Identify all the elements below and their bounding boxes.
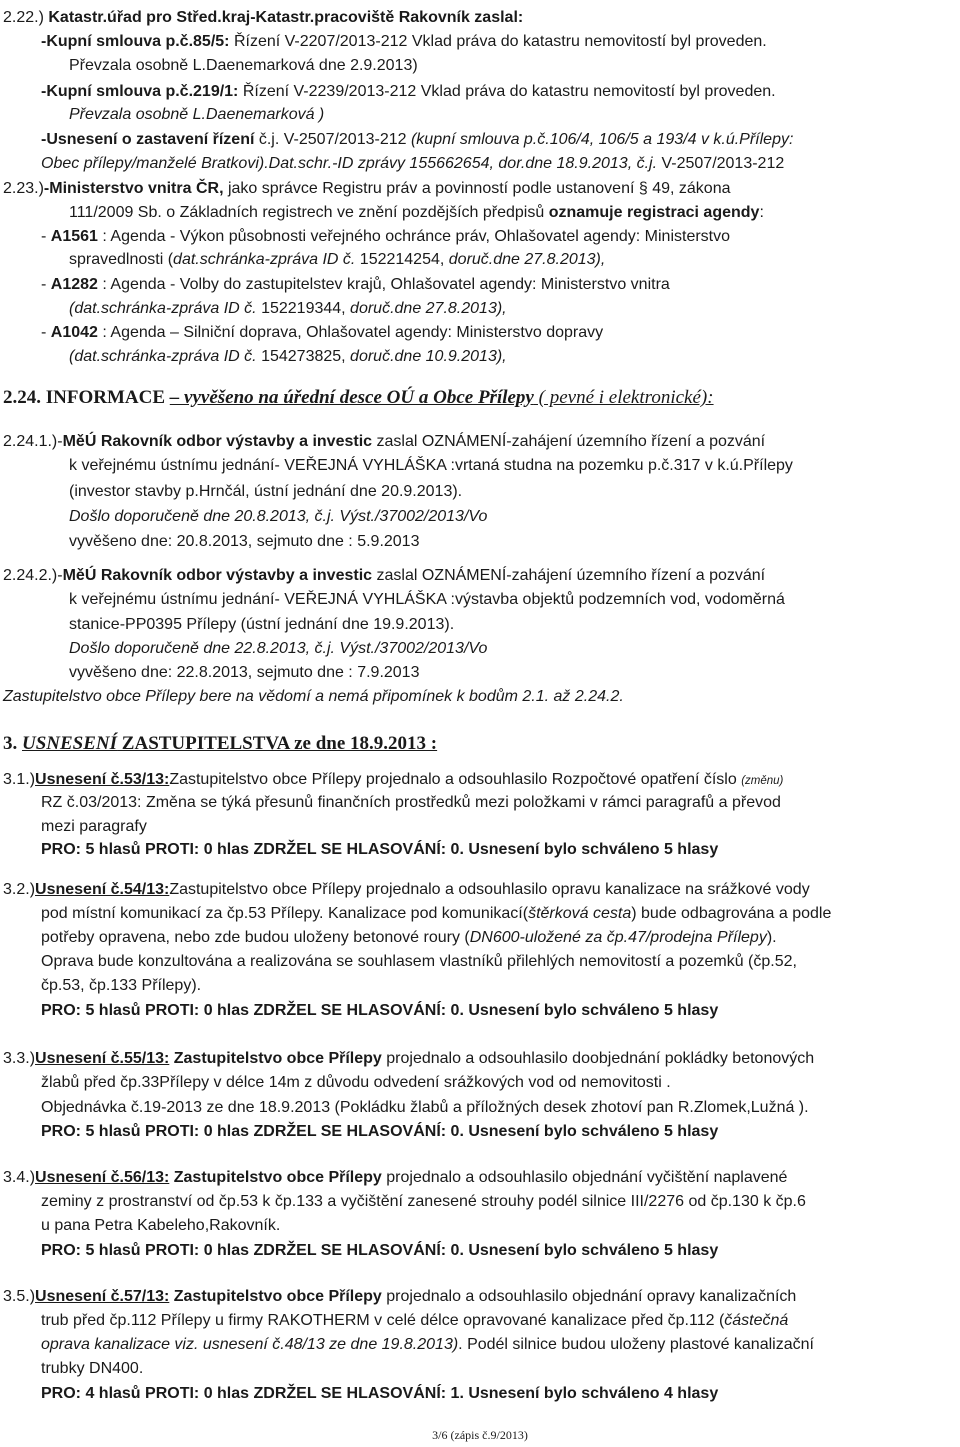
text-line	[69, 104, 324, 126]
text-line	[41, 792, 781, 814]
text-run: 2.24. INFORMACE	[3, 387, 170, 408]
text-run: Usnesení č.54/13:	[35, 881, 170, 898]
text-line	[3, 7, 523, 29]
text-run: USNESENÍ	[22, 733, 118, 754]
text-run: Zastupitelstvo obce Přílepy projednalo a odsouhlasilo Rozpočtové opatření číslo	[169, 771, 742, 788]
text-run: mezi paragrafy	[41, 818, 147, 835]
text-line	[41, 1215, 280, 1237]
text-run: částečná	[724, 1312, 789, 1329]
text-run: -	[41, 276, 51, 293]
text-run: Obec přílepy/manželé Bratkovi).Dat.schr.-ID zprávy 155662654, dor.dne 18.9.2013, č.j.	[41, 155, 658, 172]
text-line	[41, 1191, 806, 1213]
text-run: 3.1.)	[3, 771, 36, 788]
text-run: k veřejnému ústnímu jednání- VEŘEJNÁ VYHLÁŠKA :vrtaná studna na pozemku p.č.317 v k.ú.Přílepy	[69, 457, 793, 474]
text-run: – vyvěšeno na úřední desce OÚ a Obce Přílepy	[169, 387, 534, 408]
text-run: Řízení V-2239/2013-212 Vklad práva do katastru nemovitostí byl proveden.	[242, 83, 776, 100]
text-run: 2.23.)	[3, 180, 44, 197]
text-run: Usnesení č.56/13:	[35, 1169, 170, 1186]
text-run: . Podél silnice budou uloženy plastové kanalizační	[458, 1336, 814, 1353]
text-run: MěÚ Rakovník odbor výstavby a investic	[62, 433, 373, 450]
text-run: žlabů před čp.33Přílepy v délce 14m z důvodu odvedení srážkových vod od nemovitosti .	[41, 1074, 671, 1091]
text-line	[41, 1097, 809, 1119]
text-run: Zastupitelstvo obce Přílepy projednalo a odsouhlasilo opravu kanalizace na srážkové vody	[169, 881, 810, 898]
text-run: 3.5.)	[3, 1288, 36, 1305]
text-line	[41, 322, 603, 344]
text-line	[69, 506, 487, 528]
text-run: stanice-PP0395 Přílepy (ústní jednání dne 19.9.2013).	[69, 616, 455, 633]
text-run: 152219344,	[256, 300, 351, 317]
text-line	[41, 81, 776, 103]
text-line	[3, 1167, 787, 1189]
text-run: V-2507/2013-212	[657, 155, 785, 172]
page-footer: 3/6 (zápis č.9/2013)	[432, 1428, 528, 1442]
text-run: -Kupní smlouva p.č.85/5:	[41, 33, 234, 50]
text-line	[41, 951, 797, 973]
text-run: u pana Petra Kabeleho,Rakovník.	[41, 1217, 281, 1234]
text-line	[41, 1000, 718, 1022]
text-run: zaslal OZNÁMENÍ-zahájení územního řízení a pozvání	[372, 433, 766, 450]
text-line	[41, 1072, 671, 1094]
text-run: -	[41, 228, 51, 245]
text-line	[41, 1383, 718, 1405]
text-line	[69, 346, 507, 368]
text-run: štěrková cesta	[528, 905, 632, 922]
text-line	[41, 1334, 814, 1356]
text-line	[3, 431, 765, 453]
text-line	[69, 455, 793, 477]
text-run: Převzala osobně L.Daenemarková dne 2.9.2013)	[69, 57, 418, 74]
text-run: zaslal OZNÁMENÍ-zahájení územního řízení a pozvání	[372, 567, 766, 584]
text-run: zeminy z prostranství od čp.53 k čp.133 a vyčištění zanesené strouhy podél silnice III/2276 od čp.130 k čp.6	[41, 1193, 806, 1210]
text-run: vyvěšeno dne: 22.8.2013, sejmuto dne : 7.9.2013	[69, 664, 420, 681]
text-run: trubky DN400.	[41, 1360, 144, 1377]
text-line	[3, 686, 624, 708]
text-run: 154273825,	[256, 348, 351, 365]
text-line	[3, 1048, 814, 1070]
text-run: -Kupní smlouva p.č.219/1:	[41, 83, 243, 100]
text-run: Zastupitelstvo obce Přílepy	[169, 1169, 382, 1186]
text-line	[41, 975, 201, 997]
text-run: : Agenda - Výkon působnosti veřejného ochránce práv, Ohlašovatel agendy: Ministerstvo	[97, 228, 731, 245]
text-run: 111/2009 Sb. o Základních registrech ve znění pozdějších předpisů	[69, 204, 549, 221]
text-run: Řízení V-2207/2013-212 Vklad práva do katastru nemovitostí byl proveden.	[233, 33, 767, 50]
text-line	[41, 129, 793, 151]
text-run: RZ č.03/2013: Změna se týká přesunů finančních prostředků mezi položkami v rámci paragrafů a převod	[41, 794, 781, 811]
text-line	[41, 153, 784, 175]
text-run: (dat.schránka-zpráva ID č.	[69, 348, 257, 365]
text-run: Usnesení č.53/13:	[35, 771, 170, 788]
text-run: -Usnesení o zastavení řízení	[41, 131, 259, 148]
text-line	[3, 733, 437, 756]
text-run: :	[759, 204, 764, 221]
text-run: (změnu)	[741, 775, 784, 787]
text-line	[41, 816, 147, 838]
text-run: Usnesení č.57/13:	[35, 1288, 170, 1305]
text-run: 3.4.)	[3, 1169, 36, 1186]
text-run: -	[41, 324, 51, 341]
text-line	[41, 1358, 143, 1380]
text-run: projednalo a odsouhlasilo objednání vyčištění naplavené	[381, 1169, 788, 1186]
text-line	[41, 1121, 718, 1143]
text-run: ).	[766, 929, 777, 946]
text-line	[69, 662, 419, 684]
text-run: Převzala osobně	[69, 106, 193, 123]
text-line	[69, 481, 462, 503]
text-line	[41, 903, 831, 925]
text-run: projednalo a odsouhlasilo doobjednání pokládky betonových	[381, 1050, 815, 1067]
text-run: Usnesení č.55/13:	[35, 1050, 170, 1067]
text-line	[41, 274, 670, 296]
text-run: projednalo a odsouhlasilo objednání opravy kanalizačních	[381, 1288, 797, 1305]
text-run: ( pevné i elektronické):	[533, 387, 714, 408]
text-run: Došlo doporučeně dne 22.8.2013, č.j. Výst./37002/2013/Vo	[69, 640, 488, 657]
text-run: (kupní smlouva p.č.106/4, 106/5 a 193/4 v k.ú.Přílepy:	[410, 131, 794, 148]
text-run: Zastupitelstvo obce Přílepy	[169, 1050, 382, 1067]
text-run: ZASTUPITELSTVA ze dne 18.9.2013 :	[117, 733, 438, 754]
text-run: oprava kanalizace viz. usnesení č.48/13 ze dne 19.8.2013)	[41, 1336, 459, 1353]
text-run: ) bude odbagrována a podle	[631, 905, 832, 922]
text-line	[41, 226, 730, 248]
text-run: 2.24.1.)-	[3, 433, 63, 450]
text-line	[69, 55, 418, 77]
text-line	[69, 614, 454, 636]
text-run: MěÚ Rakovník odbor výstavby a investic	[62, 567, 373, 584]
text-line	[69, 589, 785, 611]
text-line	[69, 638, 487, 660]
text-run: Katastr.úřad pro Střed.kraj-Katastr.pracoviště Rakovník zaslal:	[48, 9, 524, 26]
text-run: : Agenda – Silniční doprava, Ohlašovatel agendy: Ministerstvo dopravy	[97, 324, 604, 341]
text-run: PRO: 5 hlasů PROTI: 0 hlas ZDRŽEL SE HLASOVÁNÍ: 0. Usnesení bylo schváleno 5 hlasy	[41, 841, 719, 858]
text-line	[41, 1240, 718, 1262]
text-run: vyvěšeno dne: 20.8.2013, sejmuto dne : 5.9.2013	[69, 533, 420, 550]
text-run: PRO: 5 hlasů PROTI: 0 hlas ZDRŽEL SE HLASOVÁNÍ: 0. Usnesení bylo schváleno 5 hlasy	[41, 1242, 719, 1259]
text-run: Došlo doporučeně dne 20.8.2013, č.j. Výst./37002/2013/Vo	[69, 508, 488, 525]
text-line	[41, 927, 777, 949]
text-run: : Agenda - Volby do zastupitelstev krajů, Ohlašovatel agendy: Ministerstvo vnitra	[97, 276, 670, 293]
text-line	[3, 387, 714, 410]
text-run: -Ministerstvo vnitra ČR,	[43, 180, 224, 197]
text-line	[41, 31, 767, 53]
text-run: dat.schránka-zpráva ID č.	[173, 251, 356, 268]
text-run: PRO: 5 hlasů PROTI: 0 hlas ZDRŽEL SE HLASOVÁNÍ: 0. Usnesení bylo schváleno 5 hlasy	[41, 1123, 719, 1140]
text-line	[41, 839, 718, 861]
text-run: 2.22.)	[3, 9, 49, 26]
text-line	[3, 1286, 796, 1308]
text-line	[69, 249, 605, 271]
text-run: 3.	[3, 733, 22, 754]
text-run: 2.24.2.)-	[3, 567, 63, 584]
text-run: PRO: 4 hlasů PROTI: 0 hlas ZDRŽEL SE HLASOVÁNÍ: 1. Usnesení bylo schváleno 4 hlasy	[41, 1385, 719, 1402]
text-run: doruč.dne 27.8.2013),	[448, 251, 606, 268]
text-run: spravedlnosti (	[69, 251, 174, 268]
text-run: č.j. V-2507/2013-212	[258, 131, 411, 148]
text-line	[69, 202, 764, 224]
text-run: doruč.dne 27.8.2013),	[350, 300, 507, 317]
text-run: trub před čp.112 Přílepy u firmy RAKOTHERM v celé délce opravované kanalizace před čp.112 (	[41, 1312, 725, 1329]
text-run: PRO: 5 hlasů PROTI: 0 hlas ZDRŽEL SE HLASOVÁNÍ: 0. Usnesení bylo schváleno 5 hlasy	[41, 1002, 719, 1019]
text-run: doruč.dne 10.9.2013),	[350, 348, 507, 365]
text-line	[3, 879, 810, 901]
text-run: 152214254,	[355, 251, 449, 268]
text-line	[41, 1310, 788, 1332]
text-run: Oprava bude konzultována a realizována se souhlasem vlastníků přilehlých nemovitostí a pozemků (čp.52,	[41, 953, 797, 970]
text-run: čp.53, čp.133 Přílepy).	[41, 977, 202, 994]
text-run: L.Daenemarková )	[192, 106, 325, 123]
text-run: pod místní komunikací za čp.53 Přílepy. Kanalizace pod komunikací(	[41, 905, 529, 922]
text-run: A1561	[50, 228, 98, 245]
text-run: (investor stavby p.Hrnčál, ústní jednání dne 20.9.2013).	[69, 483, 463, 500]
text-run: potřeby opravena, nebo zde budou uloženy betonové roury (	[41, 929, 470, 946]
text-run: A1042	[50, 324, 98, 341]
text-run: k veřejnému ústnímu jednání- VEŘEJNÁ VYHLÁŠKA :výstavba objektů podzemních vod, vodoměrná	[69, 591, 785, 608]
text-run: oznamuje registraci agendy	[548, 204, 760, 221]
text-run: 3.3.)	[3, 1050, 36, 1067]
text-line	[69, 531, 419, 553]
text-line	[3, 178, 731, 200]
text-run: jako správce Registru práv a povinností podle ustanovení § 49, zákona	[223, 180, 731, 197]
text-run: (dat.schránka-zpráva ID č.	[69, 300, 257, 317]
text-line	[3, 565, 765, 587]
text-line	[3, 769, 783, 792]
text-run: DN600-uložené za čp.47/prodejna Přílepy	[469, 929, 767, 946]
text-run: Zastupitelstvo obce Přílepy	[169, 1288, 382, 1305]
text-line	[69, 298, 507, 320]
text-run: Zastupitelstvo obce Přílepy bere na vědomí a nemá připomínek k bodům 2.1. až 2.24.2.	[3, 688, 624, 705]
text-run: Objednávka č.19-2013 ze dne 18.9.2013 (Pokládku žlabů a příložných desek zhotoví pan R.Zlomek,Lužná ).	[41, 1099, 809, 1116]
text-run: A1282	[50, 276, 98, 293]
text-run: 3.2.)	[3, 881, 36, 898]
